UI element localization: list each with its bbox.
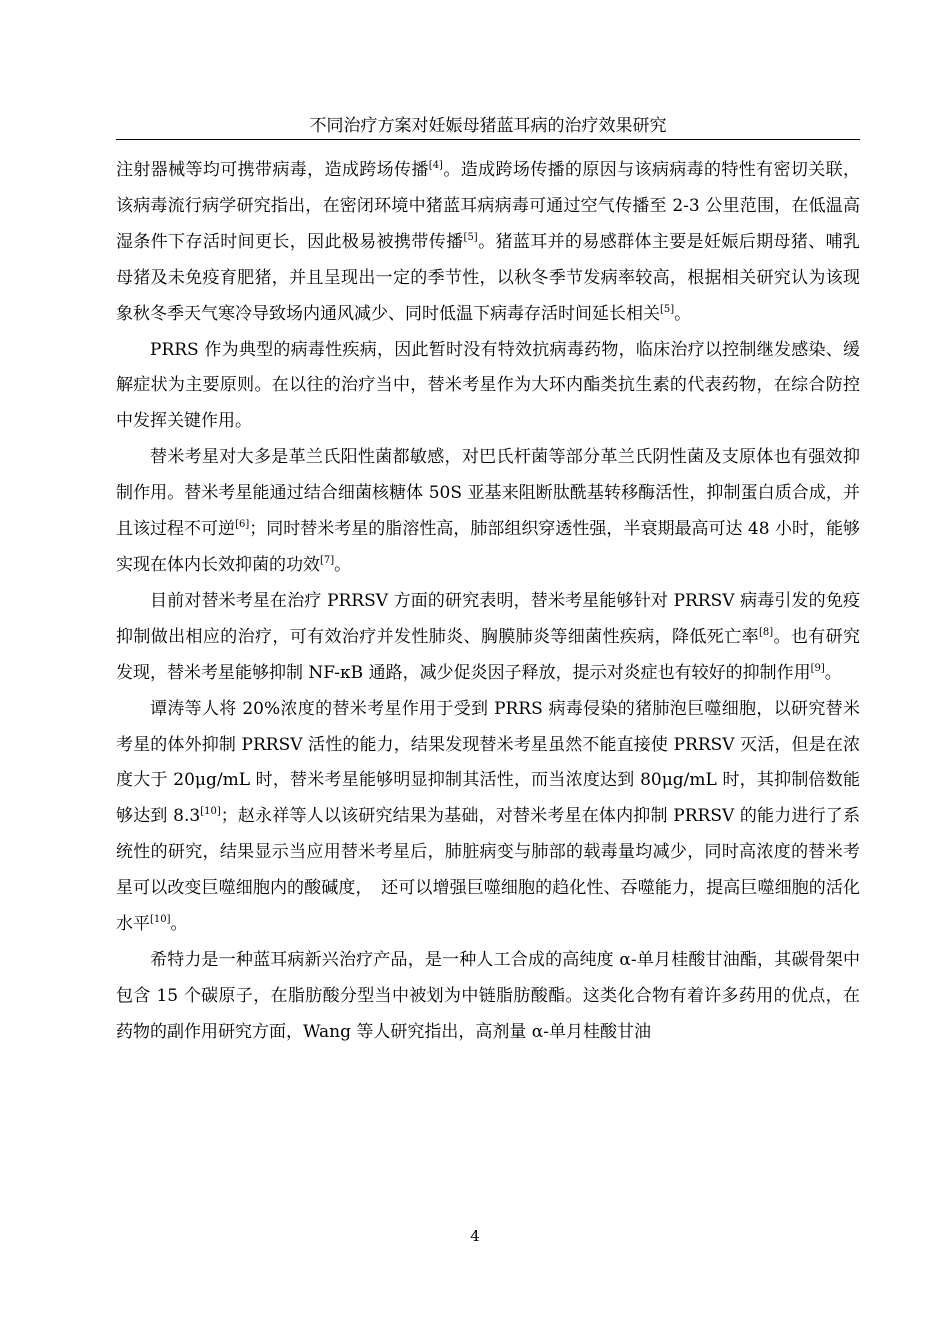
paragraph-tilmicosin-prrsv (116, 584, 860, 692)
paragraph-text: 注射器械等均可携带病毒，造成跨场传播 (116, 160, 429, 180)
paragraph-text: 目前对替米考星在治疗 PRRSV 方面的研究表明，替米考星能够针对 PRRSV 病毒引发的免疫抑制做出相应的治疗，可有效治疗并发性肺炎、胸膜肺炎等细菌性疾病，降低死亡率 (116, 590, 860, 647)
paragraph-text: 替米考星对大多是革兰氏阳性菌都敏感，对巴氏杆菌等部分革兰氏阴性菌及支原体也有强效抑制作用。替米考星能通过结合细菌核糖体 50S 亚基来阻断肽酰基转移酶活性，抑制蛋白质合成，并且该过程不可逆 (116, 447, 860, 540)
paragraph-text: 。 (674, 303, 692, 324)
paragraph-text: ；赵永祥等人以该研究结果为基础，对替米考星在体内抑制 PRRSV 的能力进行了系统性的研究，结果显示当应用替米考星后，肺脏病变与肺部的载毒量均减少，同时高浓度的替米考星可以改变巨噬细胞内的酸碱度， 还可以增强巨噬细胞的趋化性、吞噬能力，提高巨噬细胞的活化水平 (116, 806, 860, 935)
citation-mark: [8] (758, 626, 774, 638)
paragraph-tan-tao-study (116, 692, 860, 943)
paragraph-text: 。造成跨场传播的原因与该病病毒的特性有密切关联，该病毒流行病学研究指出，在密闭环境中猪蓝耳病病毒可通过空气传播至 2-3 公里范围，在低温高湿条件下存活时间更长，因此极易被携带传播 (116, 160, 861, 252)
paragraph-text: 。 (334, 554, 352, 575)
paragraph-tilmicosin-mechanism (116, 440, 860, 584)
citation-mark: [7] (320, 554, 335, 566)
citation-mark: [10] (200, 806, 221, 818)
running-header: 不同治疗方案对妊娠母猪蓝耳病的治疗效果研究 (309, 116, 667, 136)
paragraph-text: 。猪蓝耳并的易感群体主要是妊娠后期母猪、哺乳母猪及未免疫育肥猪，并且呈现出一定的季节性，以秋冬季节发病率较高，根据相关研究认为该现象秋冬季天气寒冷导致场内通风减少、同时低温下病毒存活时间延长相关 (116, 231, 861, 324)
paragraph-continuation (116, 153, 860, 333)
page-number: 4 (470, 1227, 480, 1245)
citation-mark: [5] (660, 303, 675, 315)
citation-mark: [4] (428, 160, 443, 171)
paragraph-prrs-treatment (116, 333, 860, 441)
citation-mark: [9] (810, 662, 825, 674)
paragraph-text: 。 (824, 662, 842, 683)
body-text (116, 153, 860, 1051)
paragraph-text: 。也有研究发现，替米考星能够抑制 NF-κB 通路，减少促炎因子释放，提示对炎症也有较好的抑制作用 (116, 626, 861, 683)
paragraph-text: 谭涛等人将 20%浓度的替米考星作用于受到 PRRS 病毒侵染的猪肺泡巨噬细胞，以研究替米考星的体外抑制 PRRSV 活性的能力，结果发现替米考星虽然不能直接使 PRRSV 灭活，但是在浓度大于 20μg/mL 时，替米考星能够明显抑制其活性，而当浓度达到 80μg/mL 时，其抑制倍数能够达到 8.3 (116, 698, 860, 827)
paragraph-text: ；同时替米考星的脂溶性高，肺部组织穿透性强，半衰期最高可达 48 小时，能够实现在体内长效抑菌的功效 (116, 519, 860, 575)
paragraph-xiteli (116, 943, 860, 1051)
citation-mark: [5] (463, 231, 478, 243)
paragraph-text: 希特力是一种蓝耳病新兴治疗产品，是一种人工合成的高纯度 α-单月桂酸甘油酯，其碳骨架中包含 15 个碳原子，在脂肪酸分型当中被划为中链脂肪酸酯。这类化合物有着许多药用的优点，在药物的副作用研究方面，Wang 等人研究指出，高剂量 α-单月桂酸甘油 (116, 949, 860, 1042)
paragraph-text: 。 (170, 914, 188, 935)
header-rule (116, 139, 860, 140)
paragraph-text: PRRS 作为典型的病毒性疾病，因此暂时没有特效抗病毒药物，临床治疗以控制继发感染、缓解症状为主要原则。在以往的治疗当中，替米考星作为大环内酯类抗生素的代表药物，在综合防控中发挥关键作用。 (116, 339, 860, 432)
citation-mark: [10] (150, 914, 171, 926)
citation-mark: [6] (235, 519, 250, 531)
